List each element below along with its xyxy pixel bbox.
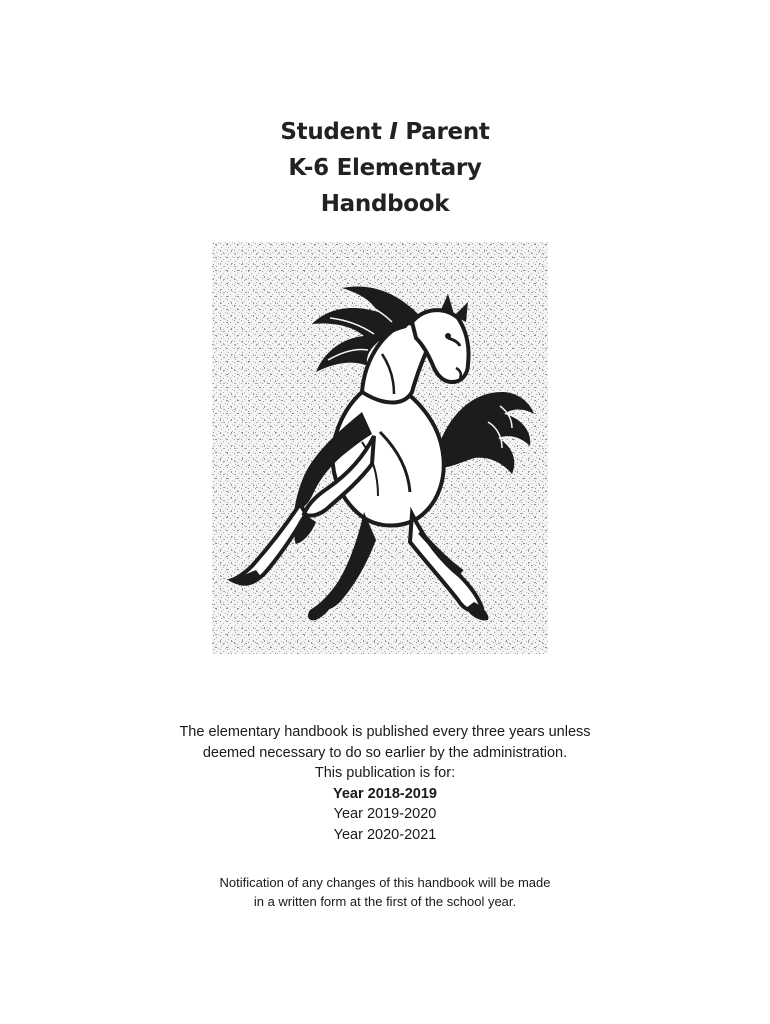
- rearing-mustang-icon: [212, 242, 548, 654]
- publication-statement: [0, 722, 770, 845]
- year-current: Year 2018-2019: [332, 785, 437, 802]
- title-line-2: K-6 Elementary: [288, 155, 482, 181]
- intro-line-1: The elementary handbook is published every three years unless: [179, 724, 591, 740]
- intro-line-2: deemed necessary to do so earlier by the administration.: [202, 744, 568, 761]
- change-notification: [0, 874, 770, 911]
- year-item: Year 2020-2021: [333, 826, 437, 843]
- page-title: [0, 114, 770, 222]
- notice-line-1: Notification of any changes of this handbook will be made: [219, 875, 551, 890]
- title-slash: I: [389, 119, 398, 145]
- year-item: Year 2019-2020: [333, 806, 437, 822]
- publication-years: [0, 784, 770, 846]
- notice-line-2: in a written form at the first of the school year.: [253, 893, 517, 909]
- title-line-3: Handbook: [320, 191, 450, 217]
- title-parent: Parent: [397, 119, 490, 145]
- intro-line-3: This publication is for:: [314, 765, 456, 781]
- title-student: Student: [280, 119, 390, 145]
- title-line-1: [0, 114, 770, 150]
- mascot-image: [212, 242, 548, 654]
